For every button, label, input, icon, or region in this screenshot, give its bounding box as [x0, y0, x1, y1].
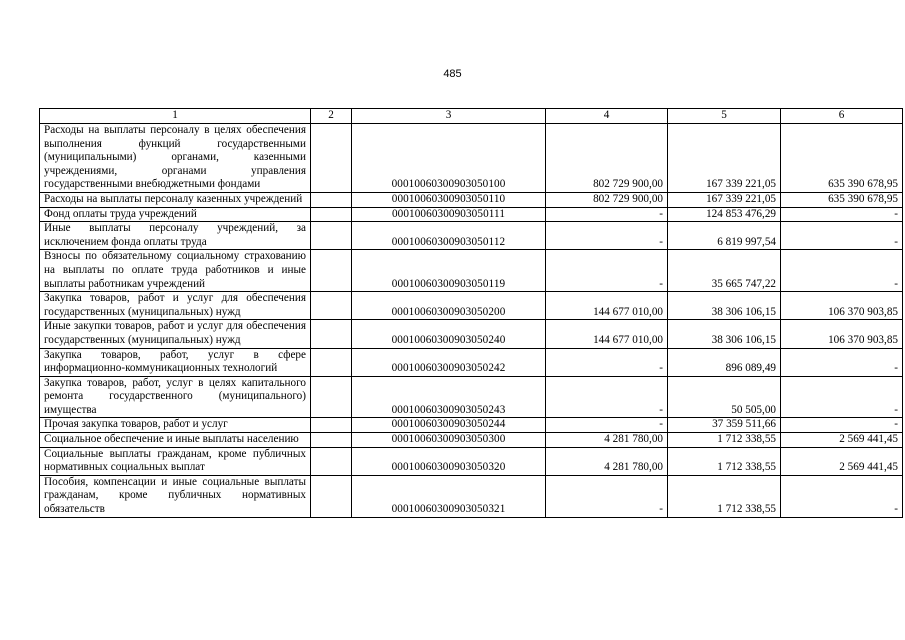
row-remaining: -: [781, 475, 903, 517]
row-executed: 1 712 338,55: [668, 475, 781, 517]
row-name: Закупка товаров, работ и услуг для обеспечения государственных (муниципальных) нужд: [40, 292, 311, 320]
row-approved: 4 281 780,00: [546, 447, 668, 475]
row-name: Иные выплаты персоналу учреждений, за исключением фонда оплаты труда: [40, 222, 311, 250]
row-code: 00010060300903050320: [352, 447, 546, 475]
row-approved: 802 729 900,00: [546, 124, 668, 193]
row-remaining: -: [781, 207, 903, 222]
header-col-5: 5: [668, 109, 781, 124]
row-col2: [311, 320, 352, 348]
row-name: Закупка товаров, работ, услуг в целях капитального ремонта государственного (муниципального) имущества: [40, 376, 311, 418]
row-executed: 35 665 747,22: [668, 250, 781, 292]
row-code: 00010060300903050200: [352, 292, 546, 320]
row-code: 00010060300903050300: [352, 433, 546, 448]
row-approved: -: [546, 250, 668, 292]
row-col2: [311, 348, 352, 376]
row-name: Взносы по обязательному социальному страхованию на выплаты по оплате труда работников и иные выплаты работникам учреждений: [40, 250, 311, 292]
row-code: 00010060300903050240: [352, 320, 546, 348]
row-executed: 37 359 511,66: [668, 418, 781, 433]
row-remaining: -: [781, 348, 903, 376]
table-row: [40, 250, 903, 292]
table-row: [40, 320, 903, 348]
table-row: [40, 292, 903, 320]
table-row: [40, 207, 903, 222]
table-row: [40, 376, 903, 418]
header-col-2: 2: [311, 109, 352, 124]
row-remaining: -: [781, 376, 903, 418]
row-col2: [311, 222, 352, 250]
row-approved: -: [546, 376, 668, 418]
row-col2: [311, 250, 352, 292]
row-col2: [311, 418, 352, 433]
row-remaining: 2 569 441,45: [781, 433, 903, 448]
header-col-6: 6: [781, 109, 903, 124]
row-approved: 144 677 010,00: [546, 320, 668, 348]
page-number: 485: [443, 68, 462, 80]
row-remaining: 2 569 441,45: [781, 447, 903, 475]
row-executed: 6 819 997,54: [668, 222, 781, 250]
row-remaining: 635 390 678,95: [781, 124, 903, 193]
table-row: [40, 433, 903, 448]
row-name: Расходы на выплаты персоналу казенных учреждений: [40, 192, 311, 207]
table-row: [40, 192, 903, 207]
row-executed: 50 505,00: [668, 376, 781, 418]
row-name: Социальные выплаты гражданам, кроме публичных нормативных социальных выплат: [40, 447, 311, 475]
table-row: [40, 447, 903, 475]
row-col2: [311, 376, 352, 418]
row-col2: [311, 207, 352, 222]
header-col-1: 1: [40, 109, 311, 124]
row-executed: 1 712 338,55: [668, 433, 781, 448]
row-approved: -: [546, 418, 668, 433]
row-remaining: 106 370 903,85: [781, 320, 903, 348]
row-col2: [311, 124, 352, 193]
table-row: [40, 348, 903, 376]
row-name: Социальное обеспечение и иные выплаты населению: [40, 433, 311, 448]
row-col2: [311, 292, 352, 320]
row-name: Прочая закупка товаров, работ и услуг: [40, 418, 311, 433]
row-approved: -: [546, 222, 668, 250]
row-executed: 167 339 221,05: [668, 192, 781, 207]
row-remaining: 106 370 903,85: [781, 292, 903, 320]
row-remaining: -: [781, 418, 903, 433]
row-name: Пособия, компенсации и иные социальные выплаты гражданам, кроме публичных нормативных обязательств: [40, 475, 311, 517]
row-approved: 144 677 010,00: [546, 292, 668, 320]
row-executed: 896 089,49: [668, 348, 781, 376]
row-executed: 1 712 338,55: [668, 447, 781, 475]
row-code: 00010060300903050243: [352, 376, 546, 418]
row-executed: 38 306 106,15: [668, 320, 781, 348]
row-approved: -: [546, 348, 668, 376]
table-row: [40, 418, 903, 433]
row-col2: [311, 447, 352, 475]
row-name: Иные закупки товаров, работ и услуг для обеспечения государственных (муниципальных) нужд: [40, 320, 311, 348]
row-name: Закупка товаров, работ, услуг в сфере информационно-коммуникационных технологий: [40, 348, 311, 376]
row-remaining: -: [781, 250, 903, 292]
row-name: Расходы на выплаты персоналу в целях обеспечения выполнения функций государственными (муниципальными) органами, казенными учреждениями, органами управления государственными внебюджетными фондами: [40, 124, 311, 193]
header-col-3: 3: [352, 109, 546, 124]
row-code: 00010060300903050100: [352, 124, 546, 193]
row-col2: [311, 433, 352, 448]
table-row: [40, 222, 903, 250]
row-approved: 802 729 900,00: [546, 192, 668, 207]
row-approved: 4 281 780,00: [546, 433, 668, 448]
table-row: [40, 124, 903, 193]
row-col2: [311, 192, 352, 207]
row-code: 00010060300903050242: [352, 348, 546, 376]
row-name: Фонд оплаты труда учреждений: [40, 207, 311, 222]
budget-table: [39, 108, 903, 518]
header-row: [40, 109, 903, 124]
row-code: 00010060300903050119: [352, 250, 546, 292]
row-code: 00010060300903050110: [352, 192, 546, 207]
header-col-4: 4: [546, 109, 668, 124]
row-code: 00010060300903050111: [352, 207, 546, 222]
row-executed: 124 853 476,29: [668, 207, 781, 222]
row-approved: -: [546, 207, 668, 222]
row-remaining: -: [781, 222, 903, 250]
row-code: 00010060300903050321: [352, 475, 546, 517]
row-executed: 38 306 106,15: [668, 292, 781, 320]
row-approved: -: [546, 475, 668, 517]
row-remaining: 635 390 678,95: [781, 192, 903, 207]
row-col2: [311, 475, 352, 517]
row-executed: 167 339 221,05: [668, 124, 781, 193]
row-code: 00010060300903050112: [352, 222, 546, 250]
row-code: 00010060300903050244: [352, 418, 546, 433]
table-row: [40, 475, 903, 517]
